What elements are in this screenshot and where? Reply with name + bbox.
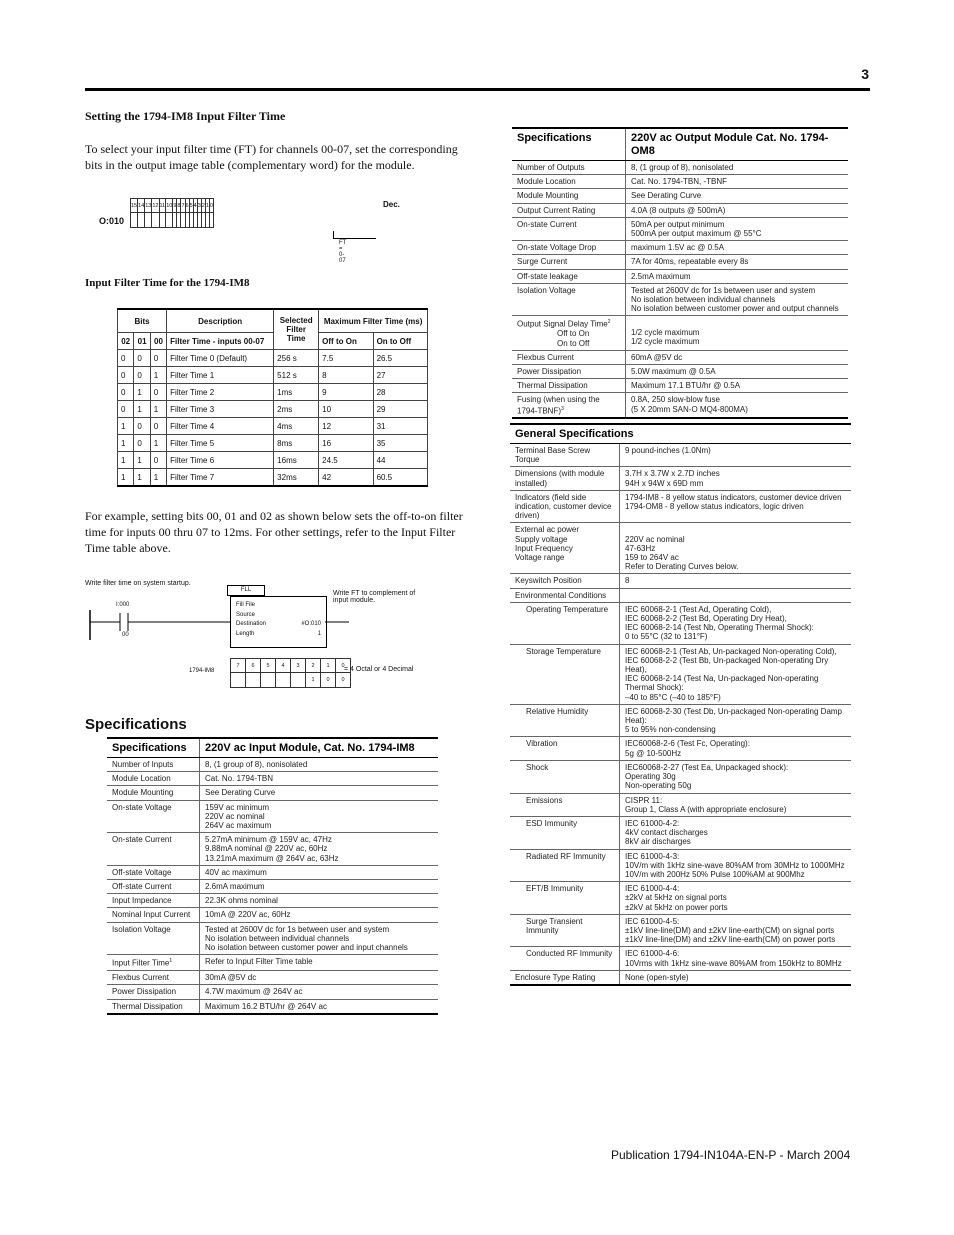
spec-value: CISPR 11: Group 1, Class A (with appropriate enclosure) <box>620 793 852 816</box>
spec-label: External ac power Supply voltage Input Frequency Voltage range <box>510 523 620 574</box>
spec-value: Tested at 2600V dc for 1s between user and system No isolation between individual channels No isolation between customer power and input channels <box>200 922 439 955</box>
table-row <box>510 588 851 602</box>
table-header-cell: 220V ac Input Module, Cat. No. 1794-IM8 <box>200 738 439 758</box>
bit-cell <box>138 213 145 228</box>
bit-value <box>291 673 306 688</box>
bit-number: 8 <box>177 199 181 213</box>
spec-value: See Derating Curve <box>626 189 849 203</box>
bit-number: 6 <box>246 659 261 673</box>
fill-line-label: Source <box>236 611 256 618</box>
spec-label: Module Location <box>107 772 200 786</box>
table-cell: 8 <box>319 367 373 384</box>
bit-number: 7 <box>231 659 246 673</box>
spec-value: 10mA @ 220V ac, 60Hz <box>200 908 439 922</box>
table-row <box>512 217 848 240</box>
table-row <box>107 800 438 833</box>
spec-value: 5.27mA minimum @ 159V ac, 47Hz 9.88mA nominal @ 220V ac, 60Hz 13.21mA maximum @ 264V ac, 63Hz <box>200 833 439 866</box>
spec-label: Off-state Voltage <box>107 865 200 879</box>
table-cell: Filter Time 4 <box>167 418 274 435</box>
bit-word-table <box>130 198 214 228</box>
spec-label: Emissions <box>510 793 620 816</box>
filter-subheader: Filter Time - inputs 00-07 <box>167 333 274 350</box>
table-row <box>107 955 438 971</box>
table-cell: 0 <box>134 435 150 452</box>
spec-label: Input Filter Time$^1$ <box>107 955 200 971</box>
table-row <box>512 316 848 350</box>
fill-line-value: 1 <box>317 630 321 637</box>
spec-label: Fusing (when using the 1794-TBNF)$^3$ <box>512 393 626 419</box>
table-header-cell: General Specifications <box>510 424 851 444</box>
spec-label: Indicators (field side indication, customer device driven) <box>510 490 620 523</box>
table-row <box>510 444 851 467</box>
publication-footer: Publication 1794-IN104A-EN-P - March 2004 <box>611 1148 851 1162</box>
table-row <box>510 947 851 970</box>
table-cell: 10 <box>319 401 373 418</box>
table-header-cell: Specifications <box>512 128 626 161</box>
table-cell: 1 <box>118 452 134 469</box>
spec-value: 50mA per output minimum 500mA per output maximum @ 55°C <box>626 217 849 240</box>
table-row <box>107 833 438 866</box>
spec-label: Environmental Conditions <box>510 588 620 602</box>
table-row <box>512 175 848 189</box>
bit-number: 0 <box>336 659 351 673</box>
spec-label: On-state Voltage <box>107 800 200 833</box>
table-row <box>510 644 851 704</box>
table-cell: 1 <box>134 469 150 487</box>
filter-subheader: 01 <box>134 333 150 350</box>
spec-value: 1/2 cycle maximum 1/2 cycle maximum <box>626 316 849 350</box>
table-row <box>512 269 848 283</box>
table-cell: 0 <box>118 367 134 384</box>
fill-line-value: #O:010 <box>301 621 321 627</box>
table-cell: 1 <box>134 401 150 418</box>
spec-label: Shock <box>510 760 620 793</box>
bit-number: 4 <box>276 659 291 673</box>
table-row <box>107 772 438 786</box>
example-paragraph: For example, setting bits 00, 01 and 02 as shown below sets the off-to-on filter time for inputs 00 thru 07 to 12ms. For other settings, refer to the Input Filter Time table above. <box>85 509 463 555</box>
description-header: Description <box>167 309 274 333</box>
table-row <box>510 523 851 574</box>
table-cell: 4ms <box>274 418 319 435</box>
spec-value: 22.3K ohms nominal <box>200 894 439 908</box>
table-cell: 1 <box>150 367 166 384</box>
spec-label: Off-state leakage <box>512 269 626 283</box>
bit-number: 5 <box>261 659 276 673</box>
bit-number: 12 <box>152 199 159 213</box>
filter-subheader: 00 <box>150 333 166 350</box>
spec-value: 8, (1 group of 8), nonisolated <box>200 758 439 772</box>
spec-label: ESD Immunity <box>510 816 620 849</box>
table-header-cell: Specifications <box>107 738 200 758</box>
table-row <box>512 189 848 203</box>
table-header-row <box>510 424 851 444</box>
spec-value: 4.7W maximum @ 264V ac <box>200 985 439 999</box>
spec-value: Refer to Input Filter Time table <box>200 955 439 971</box>
spec-label: Operating Temperature <box>510 602 620 644</box>
filter-subheader: Off to On <box>319 333 373 350</box>
spec-value: 60mA @5V dc <box>626 350 849 364</box>
spec-label: EFT/B Immunity <box>510 882 620 915</box>
bit-value: 1 <box>306 673 321 688</box>
spec-value: IEC 61000-4-5: ±1kV line-line(DM) and ±2kV line-earth(CM) on signal ports ±1kV line-line(DM) and ±2kV line-earth(CM) on power ports <box>620 914 852 947</box>
table-row <box>512 364 848 378</box>
ft-bracket <box>333 231 376 239</box>
table-cell: Filter Time 1 <box>167 367 274 384</box>
table-row <box>107 908 438 922</box>
bit-number: 1 <box>205 199 209 213</box>
spec-label: Number of Outputs <box>512 161 626 175</box>
table-row <box>510 704 851 737</box>
footnote-mark: 2 <box>607 319 611 326</box>
spec-value: 40V ac maximum <box>200 865 439 879</box>
bit-number: 14 <box>138 199 145 213</box>
spec-label: Surge Transient Immunity <box>510 914 620 947</box>
spec-value: IEC 61000-4-2: 4kV contact discharges 8kV air discharges <box>620 816 852 849</box>
spec-value: 159V ac minimum 220V ac nominal 264V ac maximum <box>200 800 439 833</box>
footnote-mark: 1 <box>169 958 173 965</box>
table-cell: 0 <box>150 418 166 435</box>
footnote-mark: 3 <box>561 405 564 412</box>
spec-label: Storage Temperature <box>510 644 620 704</box>
table-row <box>510 467 851 490</box>
spec-label: Keyswitch Position <box>510 574 620 588</box>
maximum-header: Maximum Filter Time (ms) <box>319 309 428 333</box>
table-cell: 9 <box>319 384 373 401</box>
table-row <box>107 922 438 955</box>
fill-line-label: Length <box>236 630 255 637</box>
table-row <box>512 161 848 175</box>
fill-line-label: Destination <box>236 621 267 627</box>
table-row <box>510 760 851 793</box>
table-row <box>118 452 428 469</box>
spec-value <box>620 588 852 602</box>
contact-top: I:000 <box>116 602 130 608</box>
table-cell: Filter Time 7 <box>167 469 274 487</box>
table-cell: 28 <box>373 384 427 401</box>
spec-label: On-state Current <box>107 833 200 866</box>
fll-instruction-box <box>230 596 327 648</box>
spec-value: 2.5mA maximum <box>626 269 849 283</box>
spec-label: Flexbus Current <box>512 350 626 364</box>
table-row <box>118 367 428 384</box>
spec-label: Input Impedance <box>107 894 200 908</box>
bit-value: 0 <box>321 673 336 688</box>
spec-value: IEC 60068-2-1 (Test Ad, Operating Cold), IEC 60068-2-2 (Test Bd, Operating Dry Heat), IEC 60068-2-14 (Test Nb, Operating Thermal Shock): 0 to 55°C (32 to 131°F) <box>620 602 852 644</box>
table-cell: Filter Time 6 <box>167 452 274 469</box>
spec-label: Dimensions (with module installed) <box>510 467 620 490</box>
spec-label: Nominal Input Current <box>107 908 200 922</box>
table-cell: 256 s <box>274 350 319 367</box>
table-row <box>510 737 851 760</box>
spec-value: IEC 61000-4-6: 10Vrms with 1kHz sine-wave 80%AM from 150kHz to 80MHz <box>620 947 852 970</box>
spec-value: 5.0W maximum @ 0.5A <box>626 364 849 378</box>
table-cell: 1 <box>118 469 134 487</box>
spec-label: Thermal Dissipation <box>107 999 200 1014</box>
table-cell: 29 <box>373 401 427 418</box>
spec-value: 3.7H x 3.7W x 2.7D inches 94H x 94W x 69D mm <box>620 467 852 490</box>
filter-time-table <box>117 308 428 487</box>
bit-number: 7 <box>181 199 185 213</box>
bit-value: 0 <box>336 673 351 688</box>
selected-header: Selected Filter Time <box>274 309 319 350</box>
table-cell: 16 <box>319 435 373 452</box>
word-label: O:010 <box>99 216 125 226</box>
table-cell: 16ms <box>274 452 319 469</box>
spec-value: None (open-style) <box>620 970 852 985</box>
table-row <box>512 350 848 364</box>
spec-label: Power Dissipation <box>107 985 200 999</box>
spec-label: Module Mounting <box>512 189 626 203</box>
top-rule <box>85 88 870 91</box>
table-row <box>107 758 438 772</box>
table-row <box>118 350 428 367</box>
spec-value: IEC 60068-2-30 (Test Db, Un-packaged Non-operating Damp Heat): 5 to 95% non-condensing <box>620 704 852 737</box>
table-row <box>510 793 851 816</box>
table-cell: 2ms <box>274 401 319 418</box>
table-cell: 8ms <box>274 435 319 452</box>
bit-number: 10 <box>166 199 173 213</box>
table-row <box>512 255 848 269</box>
bit-number: 15 <box>131 199 138 213</box>
table-row <box>118 401 428 418</box>
spec-value: IEC 60068-2-1 (Test Ab, Un-packaged Non-operating Cold), IEC 60068-2-2 (Test Bb, Un-packaged Non-operating Dry Heat), IEC 60068-2-14 (Test Na, Un-packaged Non-operating Thermal Shock): –40 to 85°C (–40 to 185°F) <box>620 644 852 704</box>
table-row <box>510 970 851 985</box>
bit-cell <box>159 213 166 228</box>
example-result: = 4 Octal or 4 Decimal <box>344 666 414 673</box>
spec-label: Radiated RF Immunity <box>510 849 620 882</box>
table-cell: 1 <box>150 435 166 452</box>
table-cell: Filter Time 3 <box>167 401 274 418</box>
table-cell: 0 <box>118 384 134 401</box>
table-header-row <box>512 128 848 161</box>
table-cell: Filter Time 2 <box>167 384 274 401</box>
spec-label: On-state Current <box>512 217 626 240</box>
example-bits-table <box>230 658 351 688</box>
table-row <box>510 574 851 588</box>
table-row <box>510 849 851 882</box>
spec-label: Module Mounting <box>107 786 200 800</box>
bit-cell <box>131 213 138 228</box>
bit-number: 9 <box>173 199 177 213</box>
table-cell: 1 <box>150 401 166 418</box>
table-cell: 27 <box>373 367 427 384</box>
bit-number: 2 <box>306 659 321 673</box>
table-cell: 0 <box>134 418 150 435</box>
bit-number: 2 <box>201 199 205 213</box>
table-row <box>510 602 851 644</box>
table-cell: 512 s <box>274 367 319 384</box>
spec-value: 4.0A (8 outputs @ 500mA) <box>626 203 849 217</box>
spec-value: 30mA @5V dc <box>200 971 439 985</box>
spec-label: Relative Humidity <box>510 704 620 737</box>
table-cell: 1 <box>118 435 134 452</box>
spec-label: On-state Voltage Drop <box>512 241 626 255</box>
startup-label: Write filter time on system startup. <box>85 580 191 587</box>
spec-value: Tested at 2600V dc for 1s between user and system No isolation between individual channels No isolation between customer power and output channels <box>626 283 849 316</box>
table-row <box>107 971 438 985</box>
module-label: 1794-IM8 <box>189 668 215 674</box>
bit-value <box>261 673 276 688</box>
bit-value <box>231 673 246 688</box>
spec-label: Surge Current <box>512 255 626 269</box>
table-cell: 1 <box>150 469 166 487</box>
spec-value: See Derating Curve <box>200 786 439 800</box>
spec-label: Flexbus Current <box>107 971 200 985</box>
bits-header: Bits <box>118 309 167 333</box>
specifications-heading: Specifications <box>85 716 187 733</box>
table-cell: 1 <box>134 452 150 469</box>
spec-value: 220V ac nominal 47-63Hz 159 to 264V ac Refer to Derating Curves below. <box>620 523 852 574</box>
table-header-cell: 220V ac Output Module Cat. No. 1794-OM8 <box>626 128 849 161</box>
table-row <box>512 241 848 255</box>
table-row <box>107 880 438 894</box>
bit-cell <box>209 213 213 228</box>
dec-label: Dec. <box>383 200 400 209</box>
bit-number: 3 <box>197 199 201 213</box>
bit-number: 1 <box>321 659 336 673</box>
spec-label: Conducted RF Immunity <box>510 947 620 970</box>
bit-number: 0 <box>209 199 213 213</box>
spec-value: 7A for 40ms, repeatable every 8s <box>626 255 849 269</box>
table-row <box>510 490 851 523</box>
spec-value: Cat. No. 1794-TBN, -TBNF <box>626 175 849 189</box>
bit-cell <box>166 213 173 228</box>
table-row <box>107 894 438 908</box>
table-row <box>118 418 428 435</box>
fill-line-label: Fill File <box>236 602 255 608</box>
table-cell: 12 <box>319 418 373 435</box>
bit-number: 11 <box>159 199 166 213</box>
spec-value: 2.6mA maximum <box>200 880 439 894</box>
table-cell: 7.5 <box>319 350 373 367</box>
bit-number: 13 <box>145 199 152 213</box>
spec-label: Power Dissipation <box>512 364 626 378</box>
spec-label: Enclosure Type Rating <box>510 970 620 985</box>
ft-label: FT = 0-07 <box>339 240 347 264</box>
table-cell: 0 <box>134 367 150 384</box>
table-row <box>118 435 428 452</box>
spec-value: 9 pound-inches (1.0Nm) <box>620 444 852 467</box>
table-cell: 26.5 <box>373 350 427 367</box>
filter-heading: Setting the 1794-IM8 Input Filter Time <box>85 109 286 123</box>
table-cell: 1ms <box>274 384 319 401</box>
table-cell: 0 <box>118 350 134 367</box>
spec-label: Number of Inputs <box>107 758 200 772</box>
table-row <box>512 283 848 316</box>
om8-spec-table <box>512 127 848 419</box>
bit-number: 4 <box>193 199 197 213</box>
general-spec-table <box>510 423 851 986</box>
table-cell: 31 <box>373 418 427 435</box>
filter-subheader: On to Off <box>373 333 427 350</box>
bit-cell <box>152 213 159 228</box>
spec-label: Output Signal Delay Time$^2$ Off to On On to Off <box>512 316 626 350</box>
table-cell: 0 <box>150 350 166 367</box>
table-row <box>118 469 428 487</box>
page-number: 3 <box>861 66 869 82</box>
table-cell: 0 <box>150 452 166 469</box>
spec-value: IEC 61000-4-4: ±2kV at 5kHz on signal ports ±2kV at 5kHz on power ports <box>620 882 852 915</box>
table-cell: 0 <box>134 350 150 367</box>
table-row <box>107 786 438 800</box>
table-row <box>107 985 438 999</box>
table-cell: 35 <box>373 435 427 452</box>
bit-number: 3 <box>291 659 306 673</box>
table-cell: 60.5 <box>373 469 427 487</box>
spec-value: Cat. No. 1794-TBN <box>200 772 439 786</box>
spec-value: Maximum 17.1 BTU/hr @ 0.5A <box>626 379 849 393</box>
spec-label: Module Location <box>512 175 626 189</box>
table-row <box>510 914 851 947</box>
table-row <box>510 816 851 849</box>
spec-label: Vibration <box>510 737 620 760</box>
spec-value: 8, (1 group of 8), nonisolated <box>626 161 849 175</box>
table-row <box>510 882 851 915</box>
spec-value: 8 <box>620 574 852 588</box>
table-row <box>512 203 848 217</box>
bit-value <box>276 673 291 688</box>
table-cell: 32ms <box>274 469 319 487</box>
spec-label: Isolation Voltage <box>512 283 626 316</box>
spec-label: Isolation Voltage <box>107 922 200 955</box>
filter-subheader: 02 <box>118 333 134 350</box>
table-cell: 0 <box>118 401 134 418</box>
bit-number: 6 <box>185 199 189 213</box>
spec-value: IEC 61000-4-3: 10V/m with 1kHz sine-wave 80%AM from 30MHz to 1000MHz 10V/m with 200Hz 50% Pulse 100%AM at 900Mhz <box>620 849 852 882</box>
bit-cell <box>145 213 152 228</box>
spec-value: IEC60068-2-6 (Test Fc, Operating): 5g @ 10-500Hz <box>620 737 852 760</box>
table-row <box>118 384 428 401</box>
table-cell: Filter Time 0 (Default) <box>167 350 274 367</box>
table-cell: 1 <box>118 418 134 435</box>
table-header-row <box>107 738 438 758</box>
table-cell: 24.5 <box>319 452 373 469</box>
spec-label: Off-state Current <box>107 880 200 894</box>
table-cell: 42 <box>319 469 373 487</box>
spec-label: Terminal Base Screw Torque <box>510 444 620 467</box>
filter-table-caption: Input Filter Time for the 1794-IM8 <box>85 277 250 289</box>
table-cell: 0 <box>150 384 166 401</box>
spec-label: Thermal Dissipation <box>512 379 626 393</box>
spec-value: 0.8A, 250 slow-blow fuse (5 X 20mm SAN-O MQ4-800MA) <box>626 393 849 419</box>
spec-value: IEC60068-2-27 (Test Ea, Unpackaged shock): Operating 30g Non-operating 50g <box>620 760 852 793</box>
bit-number: 5 <box>189 199 193 213</box>
bit-value <box>246 673 261 688</box>
filter-paragraph: To select your input filter time (FT) for channels 00-07, set the corresponding bits in the output image table (complementary word) for the module. <box>85 142 458 172</box>
fll-label: FLL <box>227 585 265 596</box>
spec-value: Maximum 16.2 BTU/hr @ 264V ac <box>200 999 439 1014</box>
table-row <box>107 999 438 1014</box>
table-row <box>107 865 438 879</box>
contact-bottom: 00 <box>122 632 129 638</box>
table-cell: 44 <box>373 452 427 469</box>
spec-label: Output Current Rating <box>512 203 626 217</box>
complement-label: Write FT to complement of input module. <box>333 590 416 604</box>
table-row <box>512 393 848 419</box>
table-cell: Filter Time 5 <box>167 435 274 452</box>
table-cell: 1 <box>134 384 150 401</box>
table-row <box>512 379 848 393</box>
im8-spec-table <box>107 737 438 1015</box>
spec-value: 1794-IM8 - 8 yellow status indicators, customer device driven 1794-OM8 - 8 yellow status indicators, logic driven <box>620 490 852 523</box>
spec-value: maximum 1.5V ac @ 0.5A <box>626 241 849 255</box>
